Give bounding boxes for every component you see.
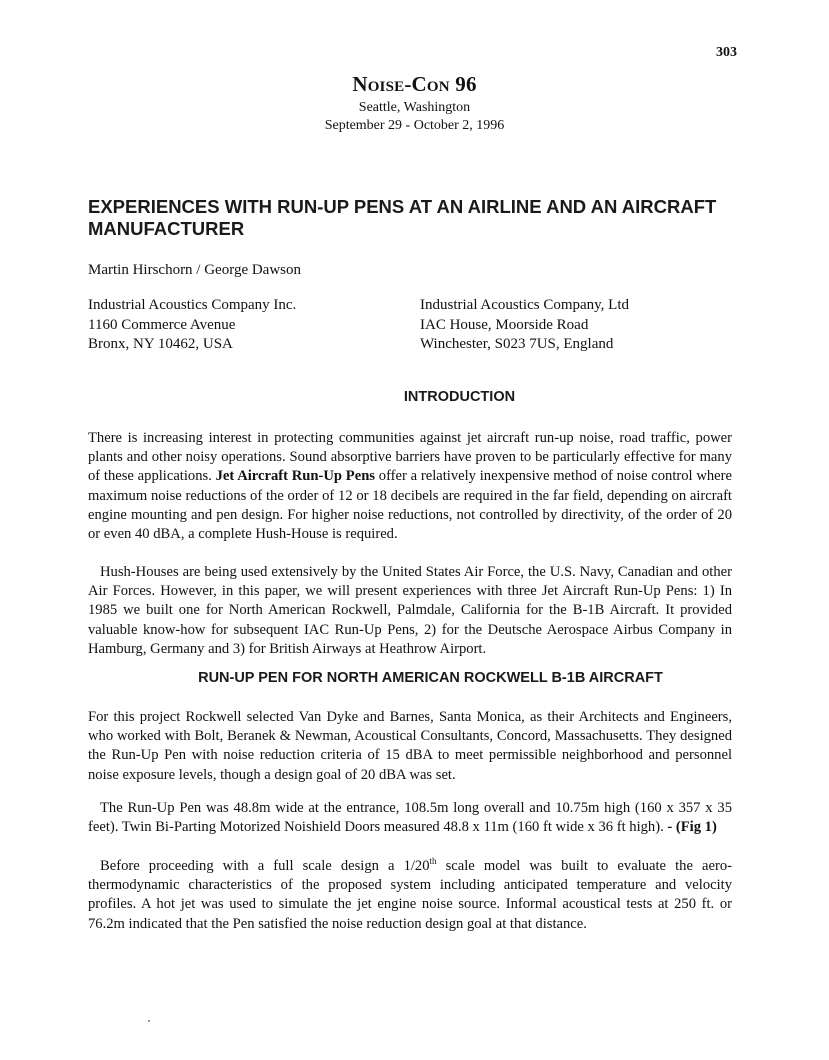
affiliation-usa-line2: 1160 Commerce Avenue	[88, 316, 236, 333]
page-number: 303	[716, 45, 737, 60]
affiliation-uk-line2: IAC House, Moorside Road	[420, 316, 589, 333]
intro-paragraph-1	[88, 429, 732, 544]
rockwell-paragraph-3	[88, 857, 732, 934]
rockwell-p3-text-start: Before proceeding with a full scale design a 1/20	[100, 858, 430, 874]
intro-p1-emphasis: Jet Aircraft Run-Up Pens	[215, 468, 375, 485]
conference-header	[0, 72, 829, 134]
affiliation-usa	[88, 296, 296, 355]
affiliation-uk-line3: Winchester, S023 7US, England	[420, 336, 614, 352]
intro-paragraph-2: Hush-Houses are being used extensively by the United States Air Force, the U.S. Navy, Canadian and other Air Forces. However, in this paper, we will present experiences with three Jet Aircraft Run-Up Pens: 1) In 1985 we built one for North American Rockwell, Palmdale, California for the B-1B Aircraft. It provided valuable know-how for subsequent IAC Run-Up Pens, 2) for the Deutsche Aerospace Airbus Company in Hamburg, Germany and 3) for British Airways at Heathrow Airport.	[88, 564, 732, 657]
affiliation-usa-line3: Bronx, NY 10462, USA	[88, 336, 233, 352]
paper-title: EXPERIENCES WITH RUN-UP PENS AT AN AIRLINE AND AN AIRCRAFT MANUFACTURER	[88, 196, 717, 239]
paper-authors: Martin Hirschorn / George Dawson	[88, 262, 302, 278]
intro-p1-text-end: offer a relatively inexpensive method of noise control where maximum noise reductions of the order of 12 or 18 decibels are required in the far field, depending on aircraft engine mounting and pen design. For higher noise reductions, not controlled by directivity, of the order of 20 or even 40 dBA, a complete Hush-House is required.	[88, 468, 732, 543]
section-heading-rockwell: RUN-UP PEN FOR NORTH AMERICAN ROCKWELL B-1B AIRCRAFT	[198, 670, 663, 686]
rockwell-p3-text-end: scale model was built to evaluate the aero-thermodynamic characteristics of the proposed system including anticipated temperature and velocity profiles. A hot jet was used to simulate the jet engine noise source. Informal acoustical tests at 250 ft. or 76.2m indicated that the Pen satisfied the noise reduction design goal at that distance.	[88, 858, 732, 932]
affiliation-uk	[420, 296, 629, 355]
section-heading-introduction: INTRODUCTION	[403, 389, 516, 405]
conference-title: Noise-Con 96	[352, 72, 477, 96]
affiliation-uk-line1: Industrial Acoustics Company, Ltd	[420, 297, 630, 313]
affiliation-usa-line1: Industrial Acoustics Company Inc.	[88, 297, 297, 313]
rockwell-paragraph-2	[88, 799, 732, 837]
conference-dates: September 29 - October 2, 1996	[324, 118, 505, 133]
rockwell-paragraph-1: For this project Rockwell selected Van Dyke and Barnes, Santa Monica, as their Architects and Engineers, who worked with Bolt, Beranek & Newman, Acoustical Consultants, Concord, Massachusetts. They designed the Run-Up Pen with noise reduction criteria of 15 dBA to meet permissible neighborhood and personnel noise exposure levels, though a design goal of 20 dBA was set.	[88, 709, 732, 783]
rockwell-p2-text: The Run-Up Pen was 48.8m wide at the entrance, 108.5m long overall and 10.75m high (160 x 357 x 35 feet). Twin Bi-Parting Motorized Noishield Doors measured 48.8 x 11m (160 ft wide x 36 ft high).	[88, 800, 732, 836]
scan-speck	[148, 1020, 150, 1022]
figure-reference: - (Fig 1)	[667, 819, 717, 836]
ordinal-superscript: th	[429, 856, 437, 867]
conference-location: Seattle, Washington	[358, 100, 471, 115]
intro-p1-text-start: There is increasing interest in protecting communities against jet aircraft run-up noise, road traffic, power plants and other noisy operations. Sound absorptive barriers have proven to be particularly effective for many of these applications.	[88, 430, 732, 485]
